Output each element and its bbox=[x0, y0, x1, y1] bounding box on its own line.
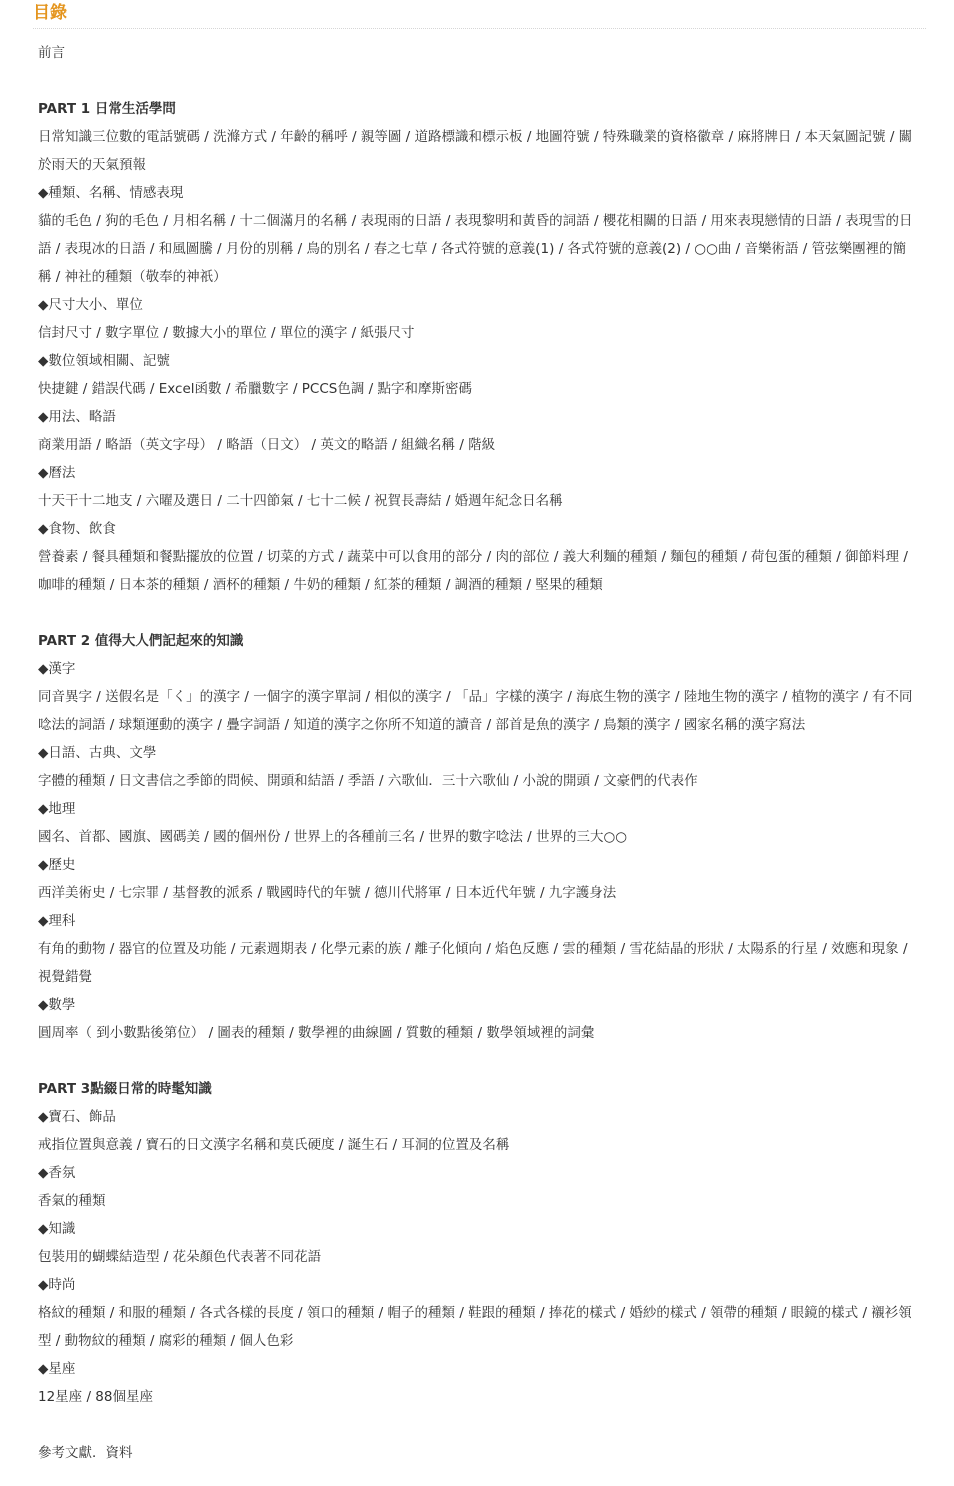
section-items: 快捷鍵 / 錯誤代碼 / Excel函數 / 希臘數字 / PCCS色調 / 點字和摩斯密碼 bbox=[38, 381, 472, 397]
section-title: ◆時尚 bbox=[38, 1277, 76, 1293]
section-items: 貓的毛色 / 狗的毛色 / 月相名稱 / 十二個滿月的名稱 / 表現雨的日語 / 表現黎明和黃昏的詞語 / 櫻花相關的日語 / 用來表現戀情的日語 / 表現雪的日語 / 表現冰的日語 / 和風圖騰 / 月份的別稱 / 鳥的別名 / 春之七草 / 各式符號的意義(1) / 各式符號的意義(2) / ○○曲 / 音樂術語 / 管弦樂團裡的簡稱 / 神社的種類（敬奉的神祇） bbox=[38, 213, 913, 285]
section-items: 圓周率（ 到小數點後第位） / 圖表的種類 / 數學裡的曲線圖 / 質數的種類 / 數學領域裡的詞彙 bbox=[38, 1025, 595, 1041]
section-title: ◆漢字 bbox=[38, 661, 76, 677]
section-items: 包裝用的蝴蝶結造型 / 花朵顏色代表著不同花語 bbox=[38, 1249, 322, 1265]
section-items: 信封尺寸 / 數字單位 / 數據大小的單位 / 單位的漢字 / 紙張尺寸 bbox=[38, 325, 415, 341]
part-intro: 日常知識三位數的電話號碼 / 洗滌方式 / 年齡的稱呼 / 親等圖 / 道路標識和標示板 / 地圖符號 / 特殊職業的資格徽章 / 麻將牌日 / 本天氣圖記號 / 關於雨天的天氣預報 bbox=[38, 129, 913, 173]
preface-entry: 前言 bbox=[38, 45, 65, 61]
section-items: 西洋美術史 / 七宗罪 / 基督教的派系 / 戰國時代的年號 / 德川代將軍 / 日本近代年號 / 九字護身法 bbox=[38, 885, 617, 901]
spacer bbox=[38, 1047, 918, 1075]
references-entry: 參考文獻．資料 bbox=[38, 1445, 133, 1461]
section-title: ◆尺寸大小、單位 bbox=[38, 297, 143, 313]
part-title: PART 1 日常生活學問 bbox=[38, 101, 176, 117]
section-items: 商業用語 / 略語（英文字母） / 略語（日文） / 英文的略語 / 組織名稱 / 階級 bbox=[38, 437, 496, 453]
section-items: 格紋的種類 / 和服的種類 / 各式各樣的長度 / 領口的種類 / 帽子的種類 / 鞋跟的種類 / 捧花的樣式 / 婚紗的樣式 / 領帶的種類 / 眼鏡的樣式 / 襯衫領型 / 動物紋的種類 / 腐彩的種類 / 個人色彩 bbox=[38, 1305, 912, 1349]
section-items: 國名、首都、國旗、國碼美 / 國的個州份 / 世界上的各種前三名 / 世界的數字唸法 / 世界的三大○○ bbox=[38, 829, 628, 845]
section-title: ◆星座 bbox=[38, 1361, 76, 1377]
section-title: ◆歷史 bbox=[38, 857, 76, 873]
heading-divider bbox=[33, 28, 926, 29]
section-items: 有角的動物 / 器官的位置及功能 / 元素週期表 / 化學元素的族 / 離子化傾向 / 焰色反應 / 雲的種類 / 雪花結晶的形狀 / 太陽系的行星 / 效應和現象 / 視覺錯覺 bbox=[38, 941, 908, 985]
part-title: PART 2 值得大人們記起來的知識 bbox=[38, 633, 244, 649]
spacer bbox=[38, 599, 918, 627]
section-title: ◆數位領域相關、記號 bbox=[38, 353, 170, 369]
section-items: 戒指位置與意義 / 寶石的日文漢字名稱和莫氏硬度 / 誕生石 / 耳洞的位置及名稱 bbox=[38, 1137, 510, 1153]
section-title: ◆寶石、飾品 bbox=[38, 1109, 116, 1125]
section-title: ◆曆法 bbox=[38, 465, 76, 481]
section-items: 營養素 / 餐具種類和餐點擺放的位置 / 切菜的方式 / 蔬菜中可以食用的部分 / 肉的部位 / 義大利麵的種類 / 麵包的種類 / 荷包蛋的種類 / 御節料理 / 咖啡的種類 / 日本茶的種類 / 酒杯的種類 / 牛奶的種類 / 紅茶的種類 / 調酒的種類 / 堅果的種類 bbox=[38, 549, 908, 593]
section-title: ◆理科 bbox=[38, 913, 76, 929]
section-items: 12星座 / 88個星座 bbox=[38, 1389, 153, 1405]
section-items: 同音異字 / 送假名是「く」的漢字 / 一個字的漢字單詞 / 相似的漢字 / 「品」字樣的漢字 / 海底生物的漢字 / 陸地生物的漢字 / 植物的漢字 / 有不同唸法的詞語 / 球類運動的漢字 / 疊字詞語 / 知道的漢字之你所不知道的讀音 / 部首是魚的漢字 / 鳥類的漢字 / 國家名稱的漢字寫法 bbox=[38, 689, 913, 733]
section-title: ◆食物、飲食 bbox=[38, 521, 116, 537]
section-title: ◆知識 bbox=[38, 1221, 76, 1237]
spacer bbox=[38, 67, 918, 95]
section-items: 十天干十二地支 / 六曜及選日 / 二十四節氣 / 七十二候 / 祝賀長壽結 / 婚週年紀念日名稱 bbox=[38, 493, 563, 509]
section-title: ◆用法、略語 bbox=[38, 409, 116, 425]
part-title: PART 3點綴日常的時髦知識 bbox=[38, 1081, 212, 1097]
toc-heading: 目錄 bbox=[33, 3, 67, 23]
spacer bbox=[38, 1411, 918, 1439]
section-title: ◆數學 bbox=[38, 997, 76, 1013]
section-title: ◆香氛 bbox=[38, 1165, 76, 1181]
section-title: ◆日語、古典、文學 bbox=[38, 745, 157, 761]
toc-body bbox=[38, 39, 918, 1467]
section-title: ◆地理 bbox=[38, 801, 76, 817]
section-title: ◆種類、名稱、情感表現 bbox=[38, 185, 184, 201]
section-items: 香氣的種類 bbox=[38, 1193, 106, 1209]
section-items: 字體的種類 / 日文書信之季節的問候、開頭和結語 / 季語 / 六歌仙．三十六歌仙 / 小說的開頭 / 文豪們的代表作 bbox=[38, 773, 698, 789]
